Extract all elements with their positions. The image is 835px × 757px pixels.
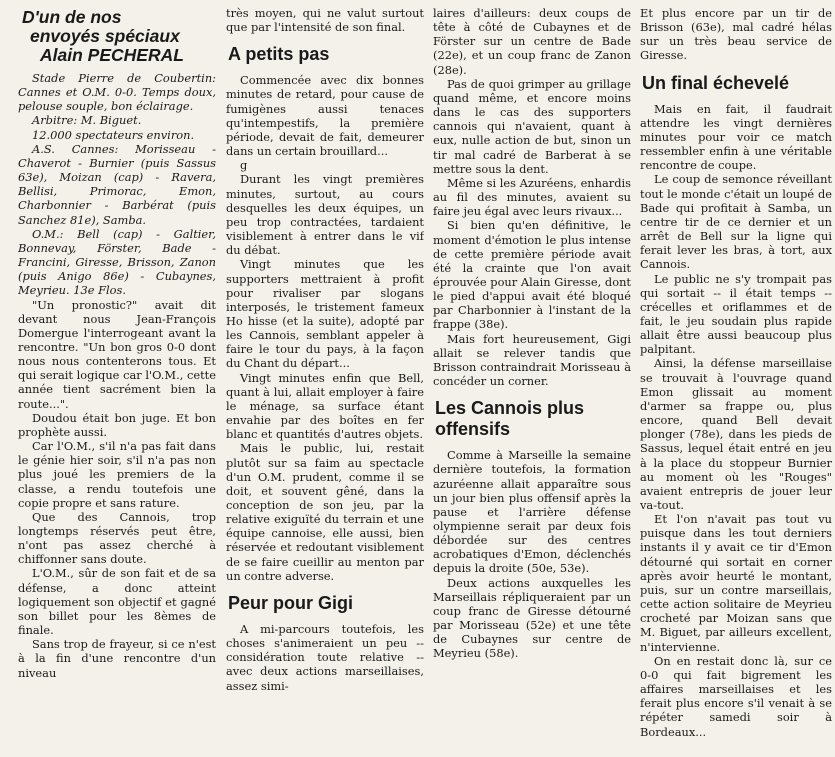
section-heading: Peur pour Gigi <box>228 592 354 613</box>
section-heading: Un final échevelé <box>642 72 790 93</box>
paragraph: Durant les vingt premières minutes, surtout, au cours desquelles les deux équipes, un peu trop contractées, tardaient visiblement à entrer dans le vif du débat. <box>226 172 424 258</box>
column-3 <box>433 6 631 754</box>
byline-line-2: envoyés spéciaux <box>30 26 180 46</box>
paragraph-continued: très moyen, qui ne valut surtout que par l'intensité de son final. <box>226 6 424 35</box>
paragraph: Le coup de semonce réveillant tout le monde c'était un loupé de Bade qui profitait à Samba, un centre tir de ce dernier et un arrêt de Bell sur la ligne qui ferait lever les bras, à tort, aux Cannois. <box>640 172 832 272</box>
paragraph: Ainsi, la défense marseillaise se trouvait à l'ouvrage quand Emon glissait au moment d'armer sa frappe ou, plus encore, quand Bell devait plonger (78e), dans les pieds de Sassus, lequel était entré en jeu à la place du stoppeur Burnier au moment où les "Rouges" avaient entrepris de jouer leur va-tout. <box>640 356 832 512</box>
lineup-cannes: A.S. Cannes: Morisseau - Chaverot - Burnier (puis Sassus 63e), Moizan (cap) - Ravera, Bellisi, Primorac, Emon, Charbonnier - Barbérat (puis Sanchez 81e), Samba. <box>18 141 216 227</box>
byline <box>22 8 216 65</box>
section-heading: Les Cannois plus offensifs <box>435 398 585 440</box>
paragraph: "Un pronostic?" avait dit devant nous Jean-François Domergue l'interrogeant avant la rencontre. "Un bon gros 0-0 dont nous nous contenterons tous. Et qui serait logique car l'O.M., cette année tient sacrément bien la route...". <box>18 297 216 411</box>
paragraph: Commencée avec dix bonnes minutes de retard, pour cause de fumigènes aussi tenaces qu'intempestifs, la première période, devait de fait, demeurer dans un certain brouillard... <box>226 73 424 159</box>
paragraph: Vingt minutes que les supporters mettraient à profit pour rivaliser par slogans interposés, le tristement fameux Ho hisse (et la suite), adopté par les Cannois, semblant appeler à faire le tour du pays, à la façon du Chant du départ... <box>226 257 424 371</box>
paragraph: Mais en fait, il faudrait attendre les vingt dernières minutes pour voir ce match ressembler enfin à une véritable rencontre de coupe. <box>640 101 832 173</box>
paragraph: Et l'on n'avait pas tout vu puisque dans les tout derniers instants il y avait ce tir d'Emon détourné qui sortait en corner après avoir heurté le montant, puis, sur un contre marseillais, cette action solitaire de Meyrieu crocheté par Moizan sans que M. Biguet, par ailleurs excellent, n'intervienne. <box>640 512 832 654</box>
paragraph: Le public ne s'y trompait pas qui sortait -- il était temps -- crécelles et oriflammes et de fait, le jeu soudain plus rapide allait être aussi beaucoup plus palpitant. <box>640 271 832 357</box>
lineup-om: O.M.: Bell (cap) - Galtier, Bonnevay, Förster, Bade - Francini, Giresse, Brisson, Zanon (puis Anigo 86e) - Cubaynes, Meyrieu. 13e Flos. <box>18 226 216 298</box>
paragraph: Si bien qu'en définitive, le moment d'émotion le plus intense de cette première période avait été la crainte que l'on avait éprouvée pour Alain Giresse, dont le pied d'appui avait été bloqué par Charbonnier à l'instant de la frappe (38e). <box>433 218 631 332</box>
paragraph: Sans trop de frayeur, si ce n'est à la fin d'une rencontre d'un niveau <box>18 637 216 680</box>
section-heading: A petits pas <box>228 44 330 65</box>
paragraph: Comme à Marseille la semaine dernière toutefois, la formation azuréenne allait apparaître sous un jour bien plus offensif après la pause et l'arrière défense olympienne serait par deux fois débordée sur des centres acrobatiques d'Emon, déclenchés depuis la droite (50e, 53e). <box>433 448 631 576</box>
paragraph: Mais le public, lui, restait plutôt sur sa faim au spectacle d'un O.M. prudent, comme il se doit, et souvent gêné, dans la conception de son jeu, par la relative exiguïté du terrain et une équipe cannoise, elle aussi, bien réservée et redoutant visiblement de se faire cueillir au menton par un contre adverse. <box>226 441 424 583</box>
paragraph-continued: Et plus encore par un tir de Brisson (63e), mal cadré hélas sur un très beau service de Giresse. <box>640 6 832 63</box>
paragraph: On en restait donc là, sur ce 0-0 qui fait bigrement les affaires marseillaises et les ferait plus encore s'il venait à se répéter samedi soir à Bordeaux... <box>640 653 832 739</box>
paragraph: Mais fort heureusement, Gigi allait se relever tandis que Brisson contraindrait Morisseau à concéder un corner. <box>433 331 631 389</box>
column-4 <box>640 6 832 754</box>
paragraph-continued: laires d'ailleurs: deux coups de tête à côté de Cubaynes et de Förster sur un centre de Bade (22e), et un coup franc de Zanon (28e). <box>433 6 631 77</box>
column-1 <box>18 6 216 754</box>
byline-line-1: D'un de nos <box>22 7 122 27</box>
paragraph: Doudou était bon juge. Et bon prophète aussi. <box>18 410 216 439</box>
paragraph: Car l'O.M., s'il n'a pas fait dans le génie hier soir, s'il n'a pas non plus joué les premiers de la classe, a rendu toutefois une copie propre et sans rature. <box>18 439 216 510</box>
stray-glyph: g <box>240 158 248 173</box>
paragraph: Vingt minutes enfin que Bell, quant à lui, allait employer à faire le ménage, sa surface étant envahie par des boîtes en fer blanc et quantités d'autres objets. <box>226 370 424 442</box>
paragraph: Que des Cannois, trop longtemps réservés peut être, n'ont pas assez cherché à chiffonner sans doute. <box>18 509 216 567</box>
paragraph: Deux actions auxquelles les Marseillais répliqueraient par un coup franc de Giresse détourné par Morisseau (52e) et une tête de Cubaynes sur centre de Meyrieu (58e). <box>433 575 631 661</box>
paragraph: L'O.M., sûr de son fait et de sa défense, a donc atteint logiquement son objectif et gagné son billet pour les 8èmes de finale. <box>18 566 216 638</box>
match-referee: Arbitre: M. Biguet. <box>32 113 142 128</box>
match-info <box>18 71 216 298</box>
paragraph: A mi-parcours toutefois, les choses s'animeraient un peu -- considération toute relative -- avec deux actions marseillaises, assez simi- <box>226 621 424 693</box>
match-attendance: 12.000 spectateurs environ. <box>32 127 195 142</box>
column-2 <box>226 6 424 754</box>
paragraph: Même si les Azuréens, enhardis au fil des minutes, avaient su faire jeu égal avec leurs rivaux... <box>433 175 631 219</box>
byline-author: Alain PECHERAL <box>40 45 184 65</box>
match-score: Stade Pierre de Coubertin: Cannes et O.M. 0-0. Temps doux, pelouse souple, bon éclairage. <box>18 71 216 114</box>
paragraph: Pas de quoi grimper au grillage quand même, et encore moins dans le cas des supporters cannois qui n'avaient, quant à eux, nulle action de but, sinon un tir mal cadré de Barberat à se mettre sous la dent. <box>433 76 631 176</box>
